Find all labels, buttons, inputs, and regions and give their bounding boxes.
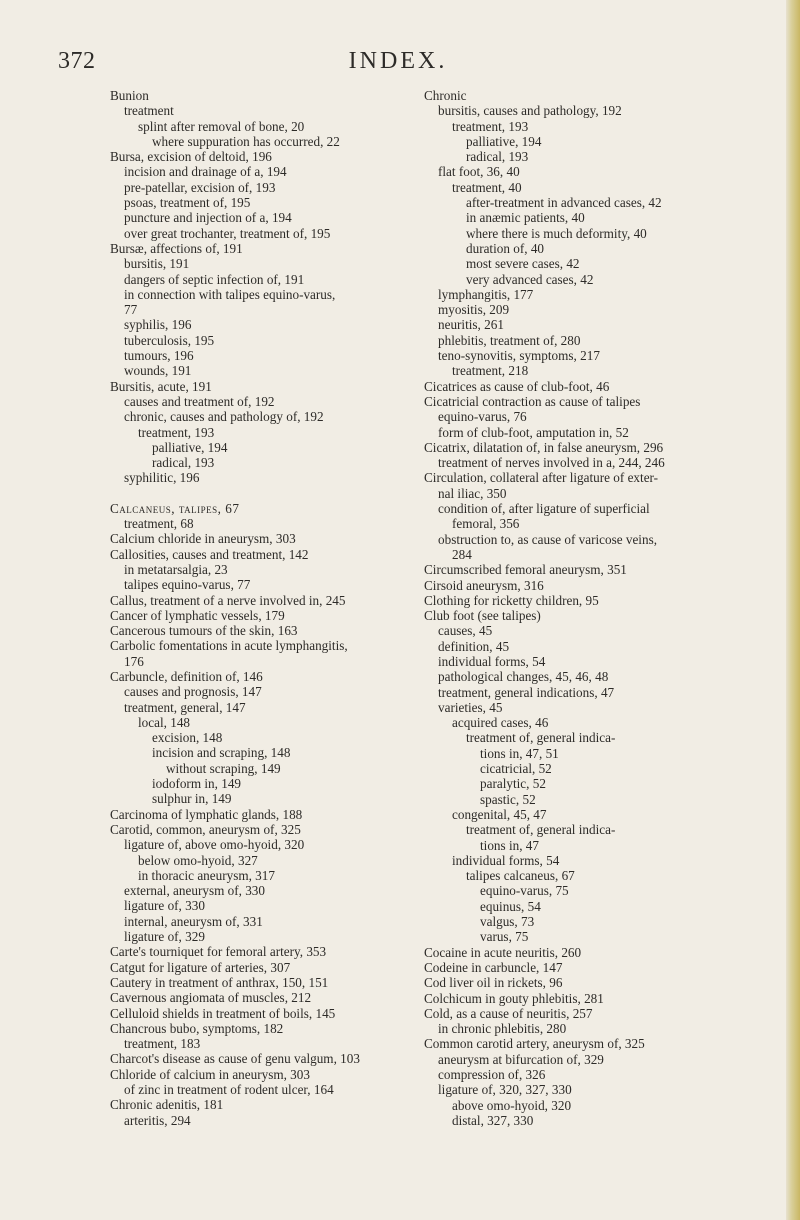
index-subentry: iodoform in, 149 (152, 776, 242, 792)
index-subentry: tions in, 47, 51 (480, 745, 559, 761)
index-subentry: syphilis, 196 (124, 317, 192, 333)
index-subentry: of zinc in treatment of rodent ulcer, 164 (124, 1082, 334, 1097)
index-subentry: myositis, 209 (438, 302, 510, 318)
index-subentry: syphilitic, 196 (124, 470, 200, 486)
index-entry: Club foot (see talipes) (424, 608, 541, 624)
index-subentry: individual forms, 54 (438, 653, 546, 669)
index-entry: Carbolic fomentations in acute lymphangitis, (110, 638, 348, 654)
index-subentry: after-treatment in advanced cases, 42 (466, 195, 662, 211)
index-subentry: treatment, 40 (452, 179, 522, 195)
index-subentry: very advanced cases, 42 (466, 271, 594, 287)
index-subentry: tumours, 196 (124, 348, 194, 364)
index-subentry: phlebitis, treatment of, 280 (438, 332, 581, 348)
index-subentry: palliative, 194 (152, 439, 228, 455)
index-subentry: lymphangitis, 177 (438, 286, 534, 302)
index-subentry: pathological changes, 45, 46, 48 (438, 669, 609, 685)
index-entry: Catgut for ligature of arteries, 307 (110, 959, 291, 975)
index-entry: Chancrous bubo, symptoms, 182 (110, 1020, 284, 1036)
index-entry: Circulation, collateral after ligature of exter- (424, 470, 659, 486)
index-subentry: without scraping, 149 (166, 760, 281, 776)
index-subentry: tuberculosis, 195 (124, 332, 215, 348)
index-entry: Carotid, common, aneurysm of, 325 (110, 821, 301, 837)
index-subentry: compression of, 326 (438, 1067, 546, 1082)
index-column-right (424, 88, 742, 1128)
index-entry: Carte's tourniquet for femoral artery, 353 (110, 944, 327, 960)
index-subentry: distal, 327, 330 (452, 1112, 534, 1128)
index-subentry: treatment, 183 (124, 1036, 201, 1052)
index-subentry: nal iliac, 350 (438, 485, 507, 501)
index-subentry: treatment (124, 103, 174, 119)
index-subentry: excision, 148 (152, 730, 223, 746)
index-subentry: duration of, 40 (466, 240, 545, 256)
index-entry: Cicatrices as cause of club-foot, 46 (424, 378, 610, 394)
index-subentry: obstruction to, as cause of varicose veins, (438, 531, 657, 547)
index-subentry: external, aneurysm of, 330 (124, 883, 265, 899)
index-subentry: treatment, general, 147 (124, 699, 246, 715)
index-entry: Bursa, excision of deltoid, 196 (110, 149, 272, 165)
index-entry: Carcinoma of lymphatic glands, 188 (110, 806, 303, 822)
index-subentry: congenital, 45, 47 (452, 806, 547, 822)
index-subentry: sulphur in, 149 (152, 791, 232, 807)
index-subentry: incision and scraping, 148 (152, 745, 291, 761)
index-subentry: radical, 193 (152, 455, 215, 471)
index-subentry: above omo-hyoid, 320 (452, 1097, 572, 1113)
index-subentry: ligature of, above omo-hyoid, 320 (124, 837, 305, 853)
index-subentry: spastic, 52 (480, 791, 536, 807)
index-entry: Chronic adenitis, 181 (110, 1097, 224, 1113)
index-entry: Cocaine in acute neuritis, 260 (424, 944, 582, 960)
index-subentry: ligature of, 320, 327, 330 (438, 1082, 572, 1098)
index-subentry: incision and drainage of a, 194 (124, 164, 287, 180)
index-subentry: arteritis, 294 (124, 1112, 191, 1128)
index-subentry: in metatarsalgia, 23 (124, 561, 228, 577)
index-entry: Cancerous tumours of the skin, 163 (110, 623, 298, 639)
index-subentry: femoral, 356 (452, 516, 520, 532)
index-entry: Bunion (110, 88, 149, 103)
index-subentry: talipes equino-varus, 77 (124, 577, 251, 593)
index-entry: Cavernous angiomata of muscles, 212 (110, 990, 312, 1006)
index-entry: Calcium chloride in aneurysm, 303 (110, 531, 296, 547)
index-subentry: equinus, 54 (480, 898, 541, 914)
index-subentry: bursitis, causes and pathology, 192 (438, 103, 622, 119)
index-entry: Colchicum in gouty phlebitis, 281 (424, 990, 604, 1006)
index-subentry: ligature of, 330 (124, 898, 205, 914)
index-subentry: 77 (124, 302, 138, 318)
index-subentry: psoas, treatment of, 195 (124, 195, 251, 211)
index-subentry: flat foot, 36, 40 (438, 164, 520, 180)
index-entry: Cold, as a cause of neuritis, 257 (424, 1005, 593, 1021)
index-subentry: aneurysm at bifurcation of, 329 (438, 1051, 604, 1067)
page-edge (786, 0, 800, 1220)
index-subentry: treatment of, general indica- (466, 730, 616, 746)
index-subentry: treatment, general indications, 47 (438, 684, 615, 700)
index-subentry: below omo-hyoid, 327 (138, 852, 258, 868)
index-entry: Bursitis, acute, 191 (110, 378, 212, 394)
index-entry: Cod liver oil in rickets, 96 (424, 975, 563, 991)
index-subentry: paralytic, 52 (480, 776, 546, 792)
index-subentry: internal, aneurysm of, 331 (124, 913, 263, 929)
page-number: 372 (58, 48, 96, 74)
index-entry: Cicatricial contraction as cause of talipes (424, 393, 641, 409)
index-entry: Calcaneus, talipes, 67 (110, 500, 240, 516)
index-subentry: treatment, 193 (138, 424, 215, 440)
index-subentry: radical, 193 (466, 149, 529, 165)
index-entry: Cicatrix, dilatation of, in false aneurysm, 296 (424, 439, 664, 455)
page-header (58, 48, 738, 76)
index-subentry: form of club-foot, amputation in, 52 (438, 424, 629, 440)
index-entry: Chronic (424, 88, 467, 103)
index-subentry: equino-varus, 76 (438, 409, 527, 425)
index-subentry: treatment, 218 (452, 363, 529, 379)
index-subentry: 284 (452, 546, 472, 562)
index-subentry: ligature of, 329 (124, 929, 205, 945)
index-subentry: teno-synovitis, symptoms, 217 (438, 348, 600, 364)
index-subentry: where suppuration has occurred, 22 (152, 133, 340, 149)
index-subentry: puncture and injection of a, 194 (124, 210, 292, 226)
index-subentry: chronic, causes and pathology of, 192 (124, 409, 324, 425)
index-subentry: over great trochanter, treatment of, 195 (124, 225, 331, 241)
index-subentry: causes and treatment of, 192 (124, 393, 275, 409)
index-subentry: equino-varus, 75 (480, 883, 569, 899)
index-subentry: acquired cases, 46 (452, 715, 549, 731)
index-column-left (110, 88, 418, 1128)
index-subentry: condition of, after ligature of superficial (438, 501, 650, 517)
index-subentry: bursitis, 191 (124, 256, 190, 272)
index-subentry: wounds, 191 (124, 363, 192, 379)
index-subentry: treatment of, general indica- (466, 822, 616, 838)
index-entry: Chloride of calcium in aneurysm, 303 (110, 1066, 310, 1082)
index-subentry: causes and prognosis, 147 (124, 684, 262, 700)
index-entry: Cirsoid aneurysm, 316 (424, 577, 544, 593)
index-subentry: treatment, 68 (124, 516, 194, 532)
index-subentry: in anæmic patients, 40 (466, 210, 585, 226)
index-subentry: neuritis, 261 (438, 317, 504, 333)
index-subentry: dangers of septic infection of, 191 (124, 271, 305, 287)
index-entry: Common carotid artery, aneurysm of, 325 (424, 1036, 645, 1052)
index-entry: Celluloid shields in treatment of boils, 145 (110, 1005, 336, 1021)
index-entry: Callosities, causes and treatment, 142 (110, 546, 309, 562)
index-subentry: treatment of nerves involved in a, 244, 246 (438, 455, 665, 471)
index-subentry: palliative, 194 (466, 133, 542, 149)
index-subentry: in chronic phlebitis, 280 (438, 1021, 567, 1037)
index-subentry: varieties, 45 (438, 699, 503, 715)
index-subentry: local, 148 (138, 714, 191, 730)
index-entry: Cautery in treatment of anthrax, 150, 151 (110, 974, 329, 990)
index-entry: Carbuncle, definition of, 146 (110, 668, 263, 684)
index-entry: Circumscribed femoral aneurysm, 351 (424, 562, 627, 578)
index-subentry: in thoracic aneurysm, 317 (138, 867, 275, 883)
index-subentry: valgus, 73 (480, 914, 535, 930)
index-entry: Clothing for ricketty children, 95 (424, 592, 599, 608)
index-subentry: causes, 45 (438, 623, 493, 639)
index-subentry: definition, 45 (438, 638, 510, 654)
index-entry: Bursæ, affections of, 191 (110, 240, 243, 256)
index-subentry: where there is much deformity, 40 (466, 225, 647, 241)
index-subentry: tions in, 47 (480, 837, 539, 853)
index-entry: Codeine in carbuncle, 147 (424, 959, 563, 975)
index-entry: Charcot's disease as cause of genu valgum, 103 (110, 1051, 360, 1067)
index-subentry: cicatricial, 52 (480, 761, 552, 777)
index-subentry: treatment, 193 (452, 118, 529, 134)
index-subentry: 176 (124, 653, 144, 669)
index-subentry: varus, 75 (480, 929, 529, 945)
index-subentry: splint after removal of bone, 20 (138, 118, 305, 134)
index-entry: Callus, treatment of a nerve involved in, 245 (110, 592, 346, 608)
running-title: INDEX. (348, 48, 448, 74)
index-subentry: individual forms, 54 (452, 852, 560, 868)
index-subentry: in connection with talipes equino-varus, (124, 286, 336, 302)
index-subentry: pre-patellar, excision of, 193 (124, 179, 276, 195)
index-entry: Cancer of lymphatic vessels, 179 (110, 607, 285, 623)
index-subentry: most severe cases, 42 (466, 256, 580, 272)
index-subentry: talipes calcaneus, 67 (466, 868, 575, 884)
